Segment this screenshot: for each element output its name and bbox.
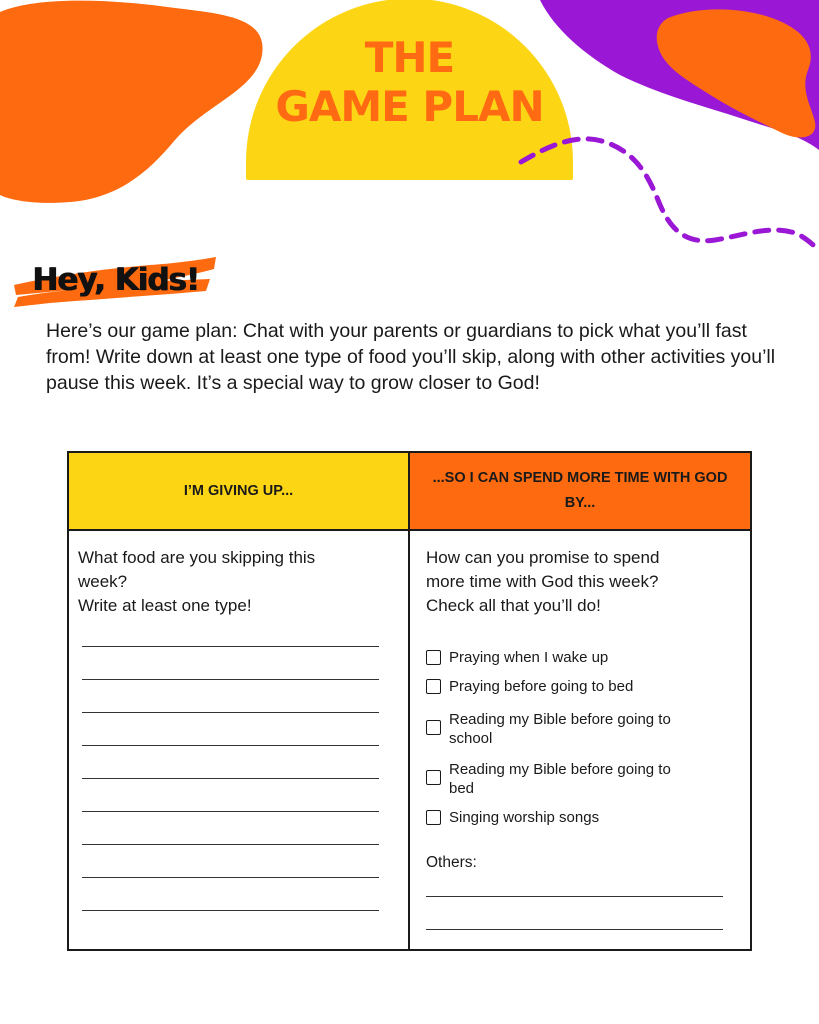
food-prompt (78, 546, 398, 618)
checkbox[interactable] (426, 650, 441, 665)
food-writing-line[interactable] (82, 646, 379, 647)
others-label: Others: (426, 854, 477, 871)
time-prompt-line: more time with God this week? (426, 572, 659, 591)
checklist-label: Praying when I wake up (449, 649, 609, 666)
food-writing-line[interactable] (82, 877, 379, 878)
checkbox[interactable] (426, 810, 441, 825)
page-title-line1: THE (364, 33, 455, 82)
checklist-item[interactable] (426, 808, 704, 827)
food-writing-line[interactable] (82, 679, 379, 680)
intro-paragraph: Here’s our game plan: Chat with your parents or guardians to pick what you’ll fast from! Write down at least one type of food you’ll skip, along with other activities you’ll pause this week. It’s a special way to grow closer to God! (46, 320, 776, 394)
food-prompt-line: week? (78, 572, 128, 591)
time-prompt-line: How can you promise to spend (426, 548, 660, 567)
checklist-item[interactable] (426, 710, 699, 748)
food-writing-line[interactable] (82, 844, 379, 845)
food-prompt-line: Write at least one type! (78, 596, 252, 615)
game-plan-table (67, 451, 752, 951)
orange-blob-left (0, 1, 263, 203)
checklist-item[interactable] (426, 677, 704, 696)
orange-blob-right (657, 9, 816, 137)
food-writing-line[interactable] (82, 778, 379, 779)
food-writing-line[interactable] (82, 811, 379, 812)
others-writing-line[interactable] (426, 929, 723, 930)
food-writing-line[interactable] (82, 712, 379, 713)
others-writing-line[interactable] (426, 896, 723, 897)
column-divider (408, 529, 410, 951)
checklist-label: Singing worship songs (449, 809, 600, 826)
greeting-heading: Hey, Kids! (32, 262, 199, 298)
food-writing-line[interactable] (82, 910, 379, 911)
checkbox[interactable] (426, 679, 441, 694)
time-with-god-header: ...SO I CAN SPEND MORE TIME WITH GOD BY... (410, 453, 750, 531)
checklist-label: Praying before going to bed (449, 678, 634, 695)
checklist-item[interactable] (426, 760, 681, 798)
food-writing-line[interactable] (82, 745, 379, 746)
giving-up-header: I’M GIVING UP... (69, 453, 410, 531)
checklist-label: Reading my Bible before going to school (449, 711, 671, 747)
time-prompt-line: Check all that you’ll do! (426, 596, 601, 615)
checkbox[interactable] (426, 770, 441, 785)
page-title-line2: GAME PLAN (275, 82, 544, 131)
checkbox[interactable] (426, 720, 441, 735)
time-prompt (426, 546, 741, 618)
checklist-item[interactable] (426, 648, 704, 667)
food-prompt-line: What food are you skipping this (78, 548, 316, 567)
checklist-label: Reading my Bible before going to bed (449, 761, 671, 797)
